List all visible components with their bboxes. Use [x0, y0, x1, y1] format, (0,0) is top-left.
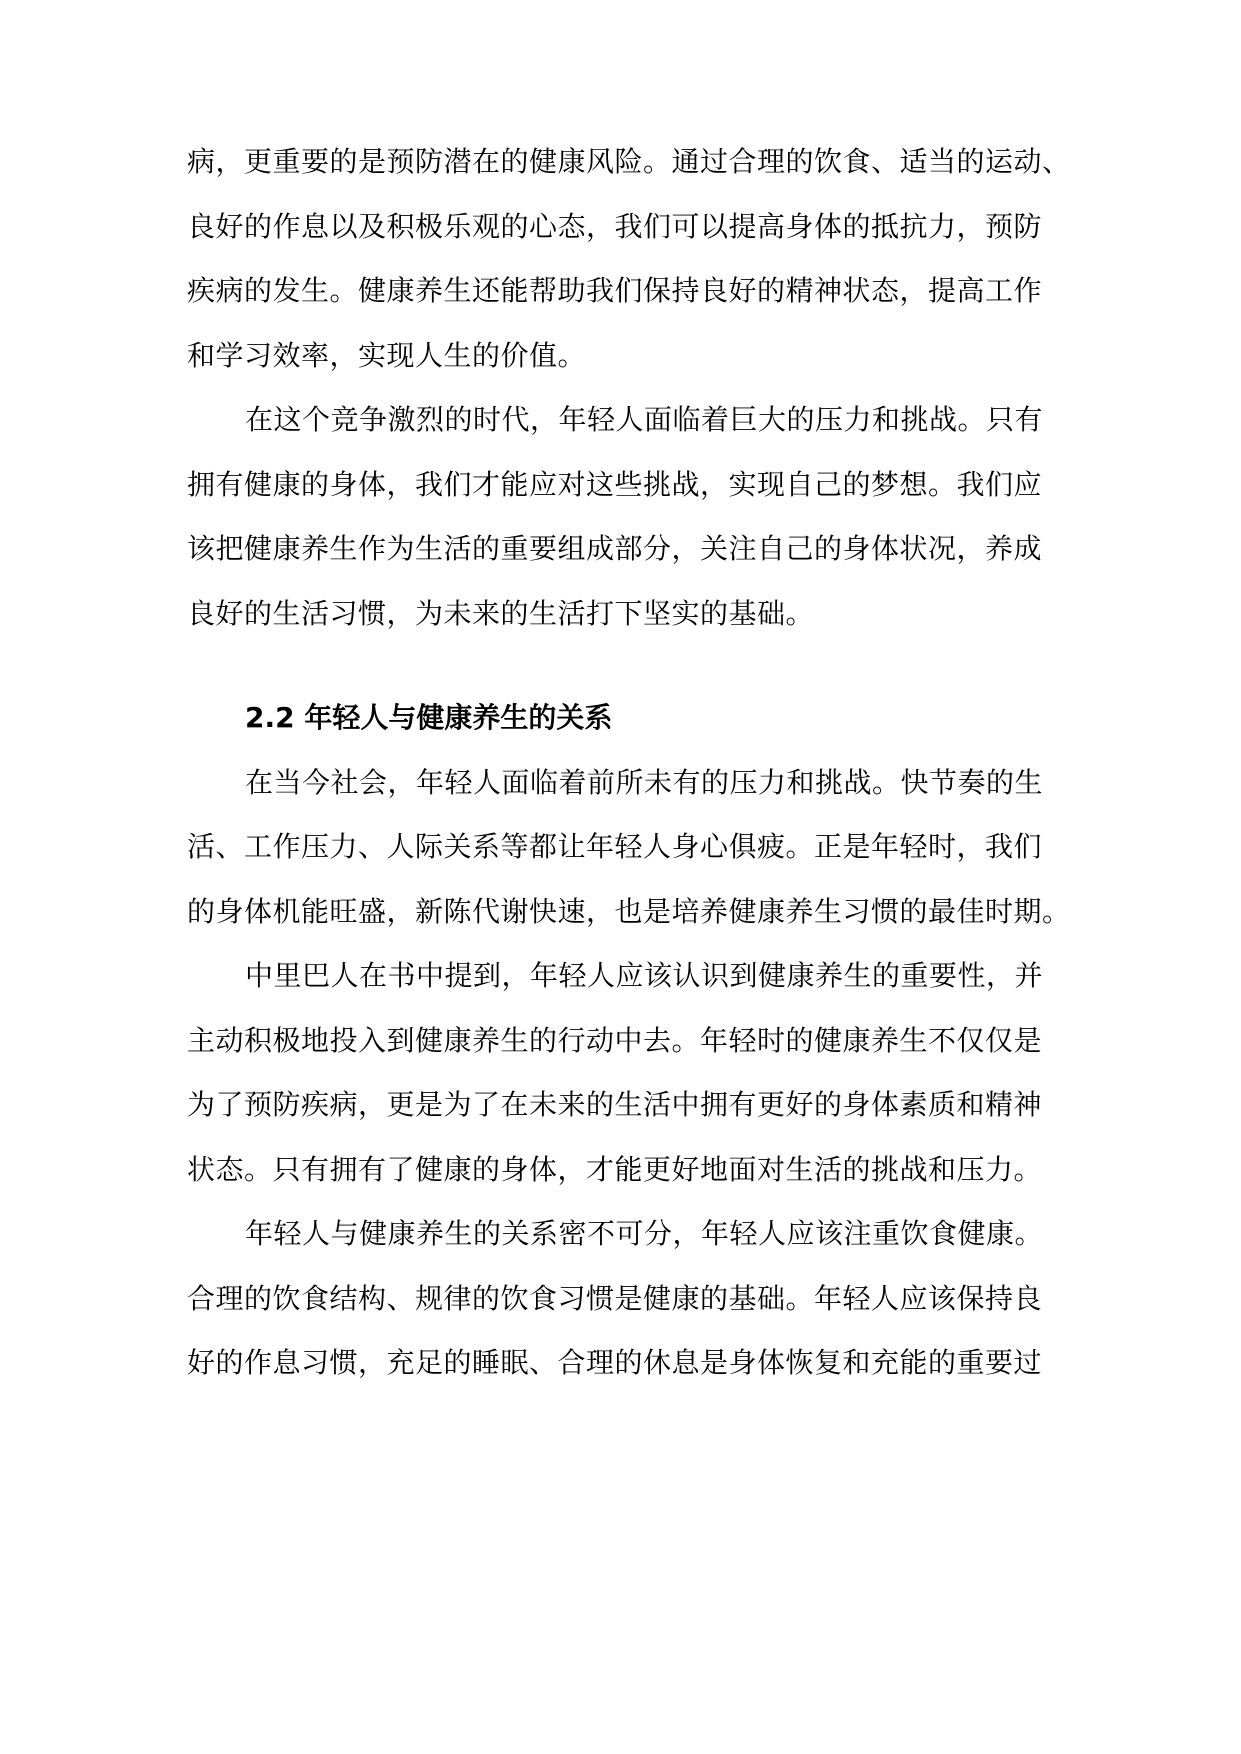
text-line: 疾病的发生。健康养生还能帮助我们保持良好的精神状态，提高工作 — [187, 274, 1043, 307]
paragraph — [187, 130, 1071, 388]
text-line: 在当今社会，年轻人面临着前所未有的压力和挑战。快节奏的生 — [245, 765, 1044, 799]
text-line: 和学习效率，实现人生的价值。 — [187, 338, 587, 372]
text-line: 良好的生活习惯，为未来的生活打下坚实的基础。 — [187, 596, 815, 630]
text-line: 病，更重要的是预防潜在的健康风险。通过合理的饮食、适当的运动、 — [187, 145, 1071, 178]
section-heading: 2.2 年轻人与健康养生的关系 — [245, 701, 613, 734]
text-line: 拥有健康的身体，我们才能应对这些挑战，实现自己的梦想。我们应 — [187, 467, 1043, 501]
paragraph — [187, 388, 1055, 646]
text-line: 在这个竞争激烈的时代，年轻人面临着巨大的压力和挑战。只有 — [245, 403, 1044, 436]
text-line: 年轻人与健康养生的关系密不可分，年轻人应该注重饮食健康。 — [245, 1217, 1044, 1250]
text-line: 为了预防疾病，更是为了在未来的生活中拥有更好的身体素质和精神 — [187, 1088, 1043, 1121]
text-line: 活、工作压力、人际关系等都让年轻人身心俱疲。正是年轻时，我们 — [187, 830, 1043, 863]
text-line: 状态。只有拥有了健康的身体，才能更好地面对生活的挑战和压力。 — [187, 1152, 1043, 1186]
text-line: 中里巴人在书中提到，年轻人应该认识到健康养生的重要性，并 — [245, 959, 1044, 992]
text-line: 该把健康养生作为生活的重要组成部分，关注自己的身体状况，养成 — [187, 532, 1043, 565]
text-line: 主动积极地投入到健康养生的行动中去。年轻时的健康养生不仅仅是 — [187, 1023, 1043, 1057]
text-line: 的身体机能旺盛，新陈代谢快速，也是培养健康养生习惯的最佳时期。 — [187, 894, 1071, 928]
page-body — [187, 130, 1071, 1396]
paragraph — [187, 751, 1071, 945]
paragraph — [187, 944, 1055, 1202]
text-line: 合理的饮食结构、规律的饮食习惯是健康的基础。年轻人应该保持良 — [187, 1281, 1043, 1315]
section-spacer — [187, 646, 1055, 686]
paragraph — [187, 1202, 1055, 1396]
text-line: 好的作息习惯，充足的睡眠、合理的休息是身体恢复和充能的重要过 — [187, 1346, 1043, 1379]
text-line: 良好的作息以及积极乐观的心态，我们可以提高身体的抵抗力，预防 — [187, 209, 1043, 243]
